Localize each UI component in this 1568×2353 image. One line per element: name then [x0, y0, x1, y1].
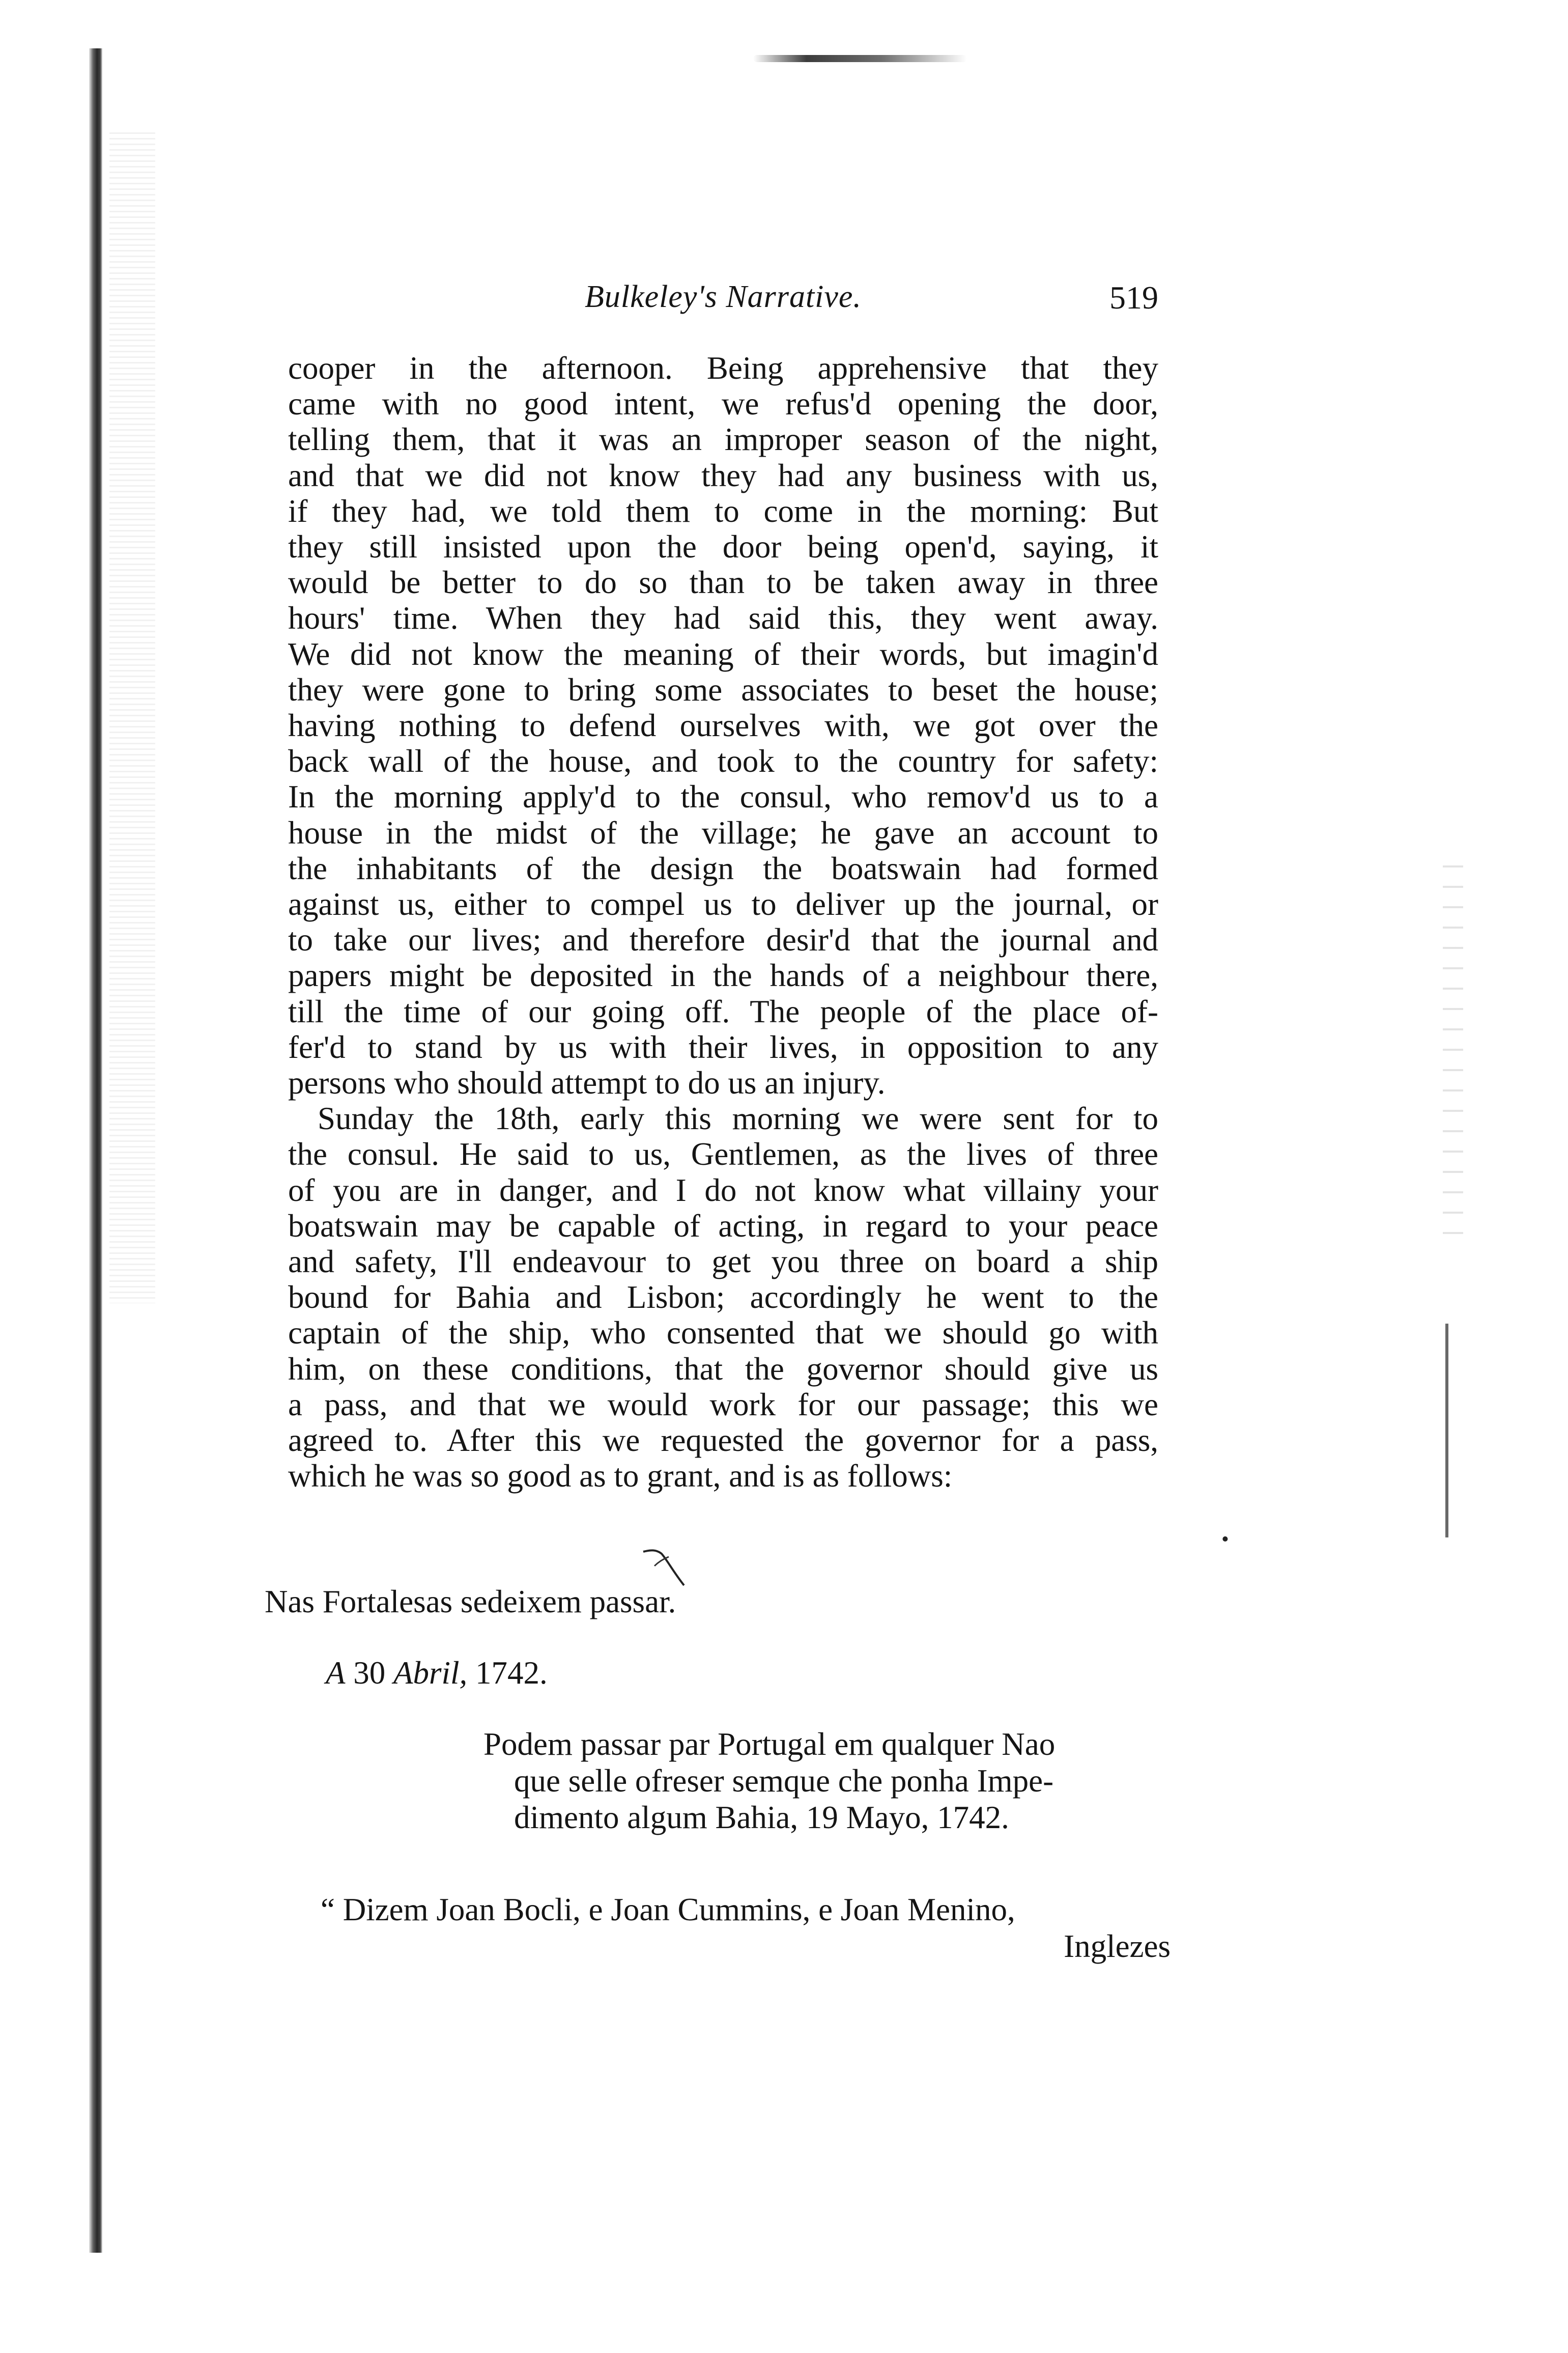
page-header — [288, 279, 1158, 325]
pass-paragraph — [483, 1726, 1160, 1836]
date-month: Abril, — [393, 1655, 468, 1691]
text-line: telling them, that it was an improper season of the night, — [288, 422, 1158, 458]
text-line: till the time of our going off. The people of the place of- — [288, 993, 1158, 1029]
text-line: persons who should attempt to do us an injury. — [288, 1065, 886, 1101]
date-prefix: A — [326, 1655, 346, 1691]
text-line: hours' time. When they had said this, they went away. — [288, 600, 1158, 636]
text-line: house in the midst of the village; he gave an account to — [288, 815, 1158, 851]
page-number: 519 — [1109, 279, 1158, 316]
date-year: 1742. — [475, 1655, 548, 1691]
text-line: having nothing to defend ourselves with, we got over the — [288, 708, 1158, 744]
text-line: cooper in the afternoon. Being apprehensive that they — [288, 350, 1158, 386]
stray-mark: • — [1221, 1528, 1229, 1551]
pass-date — [326, 1655, 1242, 1691]
text-line: the inhabitants of the design the boatswain had formed — [288, 850, 1158, 886]
text-line: fer'd to stand by us with their lives, in opposition to any — [288, 1029, 1158, 1065]
text-line: bound for Bahia and Lisbon; accordingly he went to the — [288, 1279, 1158, 1315]
text-line: que selle ofreser semque che ponha Impe- — [514, 1763, 1054, 1799]
text-line: and that we did not know they had any business with us, — [288, 457, 1158, 493]
text-line: We did not know the meaning of their words, but imagin'd — [288, 636, 1158, 672]
text-line: Podem passar par Portugal em qualquer Nao — [483, 1726, 1056, 1762]
margin-rule — [1445, 1324, 1448, 1537]
text-line: dimento algum Bahia, 19 Mayo, 1742. — [514, 1800, 1009, 1835]
text-line: back wall of the house, and took to the country for safety: — [288, 743, 1158, 779]
binding-edge — [89, 48, 102, 2253]
running-head: Bulkeley's Narrative. — [585, 279, 862, 314]
pass-heading: Nas Fortalesas sedeixem passar. — [265, 1584, 676, 1619]
pen-flourish — [641, 1548, 687, 1588]
text-line: they still insisted upon the door being open'd, saying, it — [288, 529, 1158, 565]
text-line: Sunday the 18th, early this morning we were sent for to — [318, 1101, 1158, 1137]
text-line: “ Dizem Joan Bocli, e Joan Cummins, e Joan Menino, — [321, 1892, 1015, 1927]
text-line: the consul. He said to us, Gentlemen, as the lives of three — [288, 1136, 1158, 1172]
text-line: agreed to. After this we requested the governor for a pass, — [288, 1422, 1158, 1459]
text-line: which he was so good as to grant, and is as follows: — [288, 1458, 953, 1494]
petition-text — [321, 1891, 1186, 1965]
ink-smudge — [753, 55, 967, 62]
text-line: Inglezes — [1064, 1928, 1171, 1964]
text-line: they were gone to bring some associates to beset the house; — [288, 671, 1158, 708]
text-line: of you are in danger, and I do not know what villainy your — [288, 1172, 1158, 1208]
date-day: 30 — [353, 1655, 386, 1691]
text-line: captain of the ship, who consented that we should go with — [288, 1315, 1158, 1351]
text-line: In the morning apply'd to the consul, who remov'd us to a — [288, 779, 1158, 815]
text-line: if they had, we told them to come in the morning: But — [288, 493, 1158, 529]
text-line: boatswain may be capable of acting, in regard to your peace — [288, 1208, 1158, 1244]
text-line: a pass, and that we would work for our passage; this we — [288, 1386, 1158, 1422]
text-line: came with no good intent, we refus'd opening the door, — [288, 386, 1158, 422]
text-line: against us, either to compel us to deliver up the journal, or — [288, 886, 1158, 922]
binding-shadow — [109, 132, 155, 1303]
text-line: would be better to do so than to be taken away in three — [288, 565, 1158, 601]
text-line: him, on these conditions, that the governor should give us — [288, 1351, 1158, 1387]
text-line: to take our lives; and therefore desir'd that the journal and — [288, 922, 1158, 958]
body-text — [288, 350, 1158, 1494]
text-line: and safety, I'll endeavour to get you three on board a ship — [288, 1244, 1158, 1280]
margin-marks — [1443, 865, 1463, 1242]
text-line: papers might be deposited in the hands of a neighbour there, — [288, 958, 1158, 994]
